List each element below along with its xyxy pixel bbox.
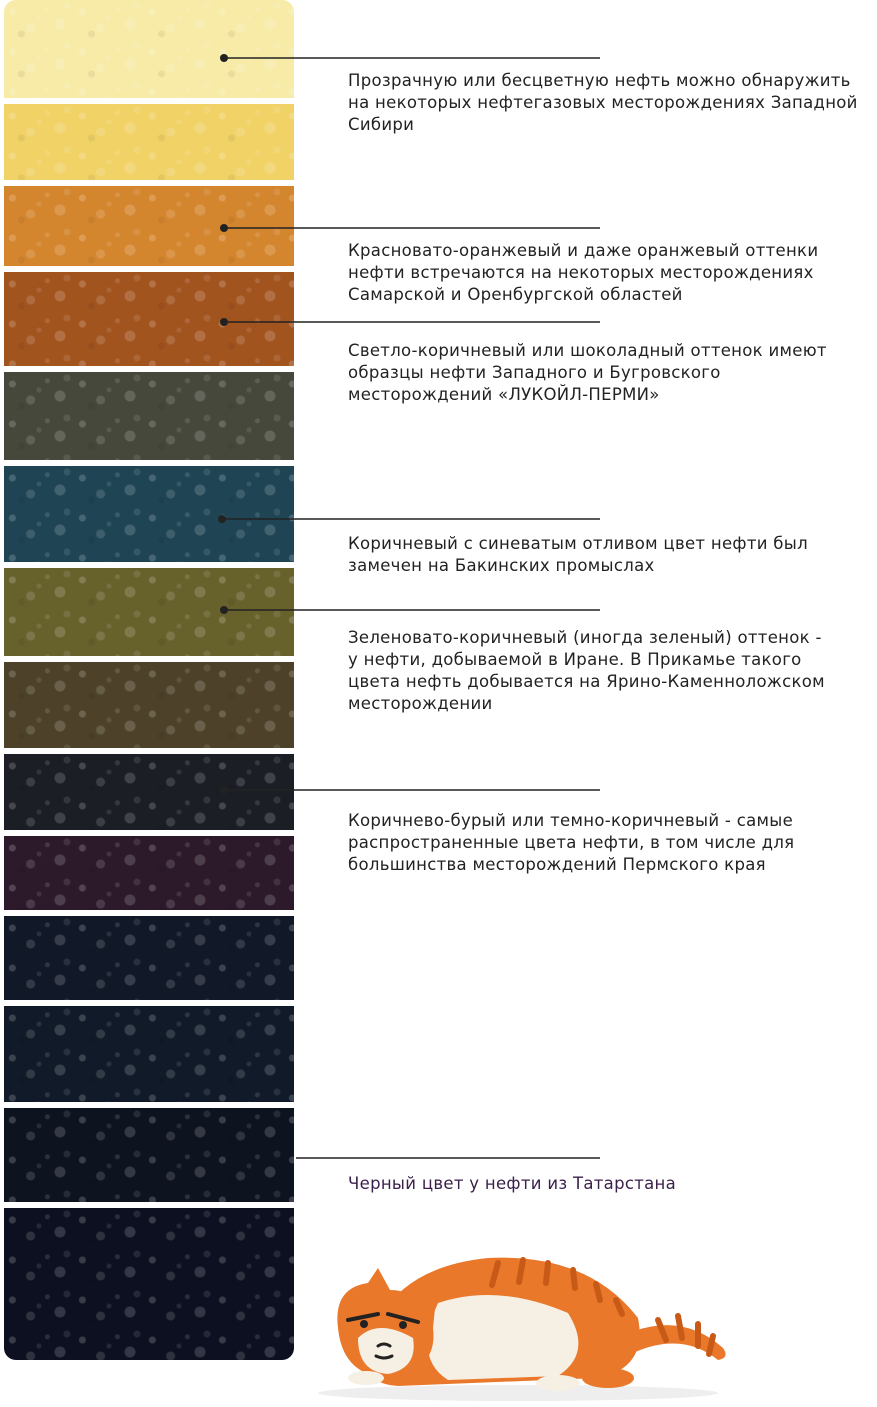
callout-label-6: Коричнево-бурый или темно-коричневый - самые распространенные цвета нефти, в том числе для большинства месторождений Пермского края: [348, 811, 795, 874]
swatch-1: [4, 0, 294, 98]
callout-label-3: Светло-коричневый или шоколадный оттенок имеют образцы нефти Западного и Бугровского месторождений «ЛУКОЙЛ-ПЕРМИ»: [348, 341, 827, 404]
swatch-2: [4, 104, 294, 180]
callout-label-5: Зеленовато-коричневый (иногда зеленый) оттенок - у нефти, добываемой в Иране. В Прикамье такого цвета нефть добывается на Ярино-Каменноложском месторождении: [348, 628, 825, 713]
swatch-9: [4, 754, 294, 830]
swatch-12: [4, 1006, 294, 1102]
oil-color-strip: [4, 0, 294, 1360]
callout-label-2: Красновато-оранжевый и даже оранжевый оттенки нефти встречаются на некоторых месторождениях Самарской и Оренбургской областей: [348, 241, 819, 304]
swatch-14: [4, 1208, 294, 1360]
swatch-11: [4, 916, 294, 1000]
swatch-8: [4, 662, 294, 748]
callout-label-1: Прозрачную или бесцветную нефть можно обнаружить на некоторых нефтегазовых месторождениях Западной Сибири: [348, 71, 858, 134]
callout-label-4: Коричневый с синеватым отливом цвет нефти был замечен на Бакинских промыслах: [348, 534, 808, 575]
swatch-10: [4, 836, 294, 910]
swatch-13: [4, 1108, 294, 1202]
grumpy-cat-icon: [318, 1228, 738, 1403]
swatch-5: [4, 372, 294, 460]
swatch-3: [4, 186, 294, 266]
swatch-6: [4, 466, 294, 562]
swatch-4: [4, 272, 294, 366]
callout-label-7: Черный цвет у нефти из Татарстана: [348, 1174, 677, 1193]
swatch-7: [4, 568, 294, 656]
